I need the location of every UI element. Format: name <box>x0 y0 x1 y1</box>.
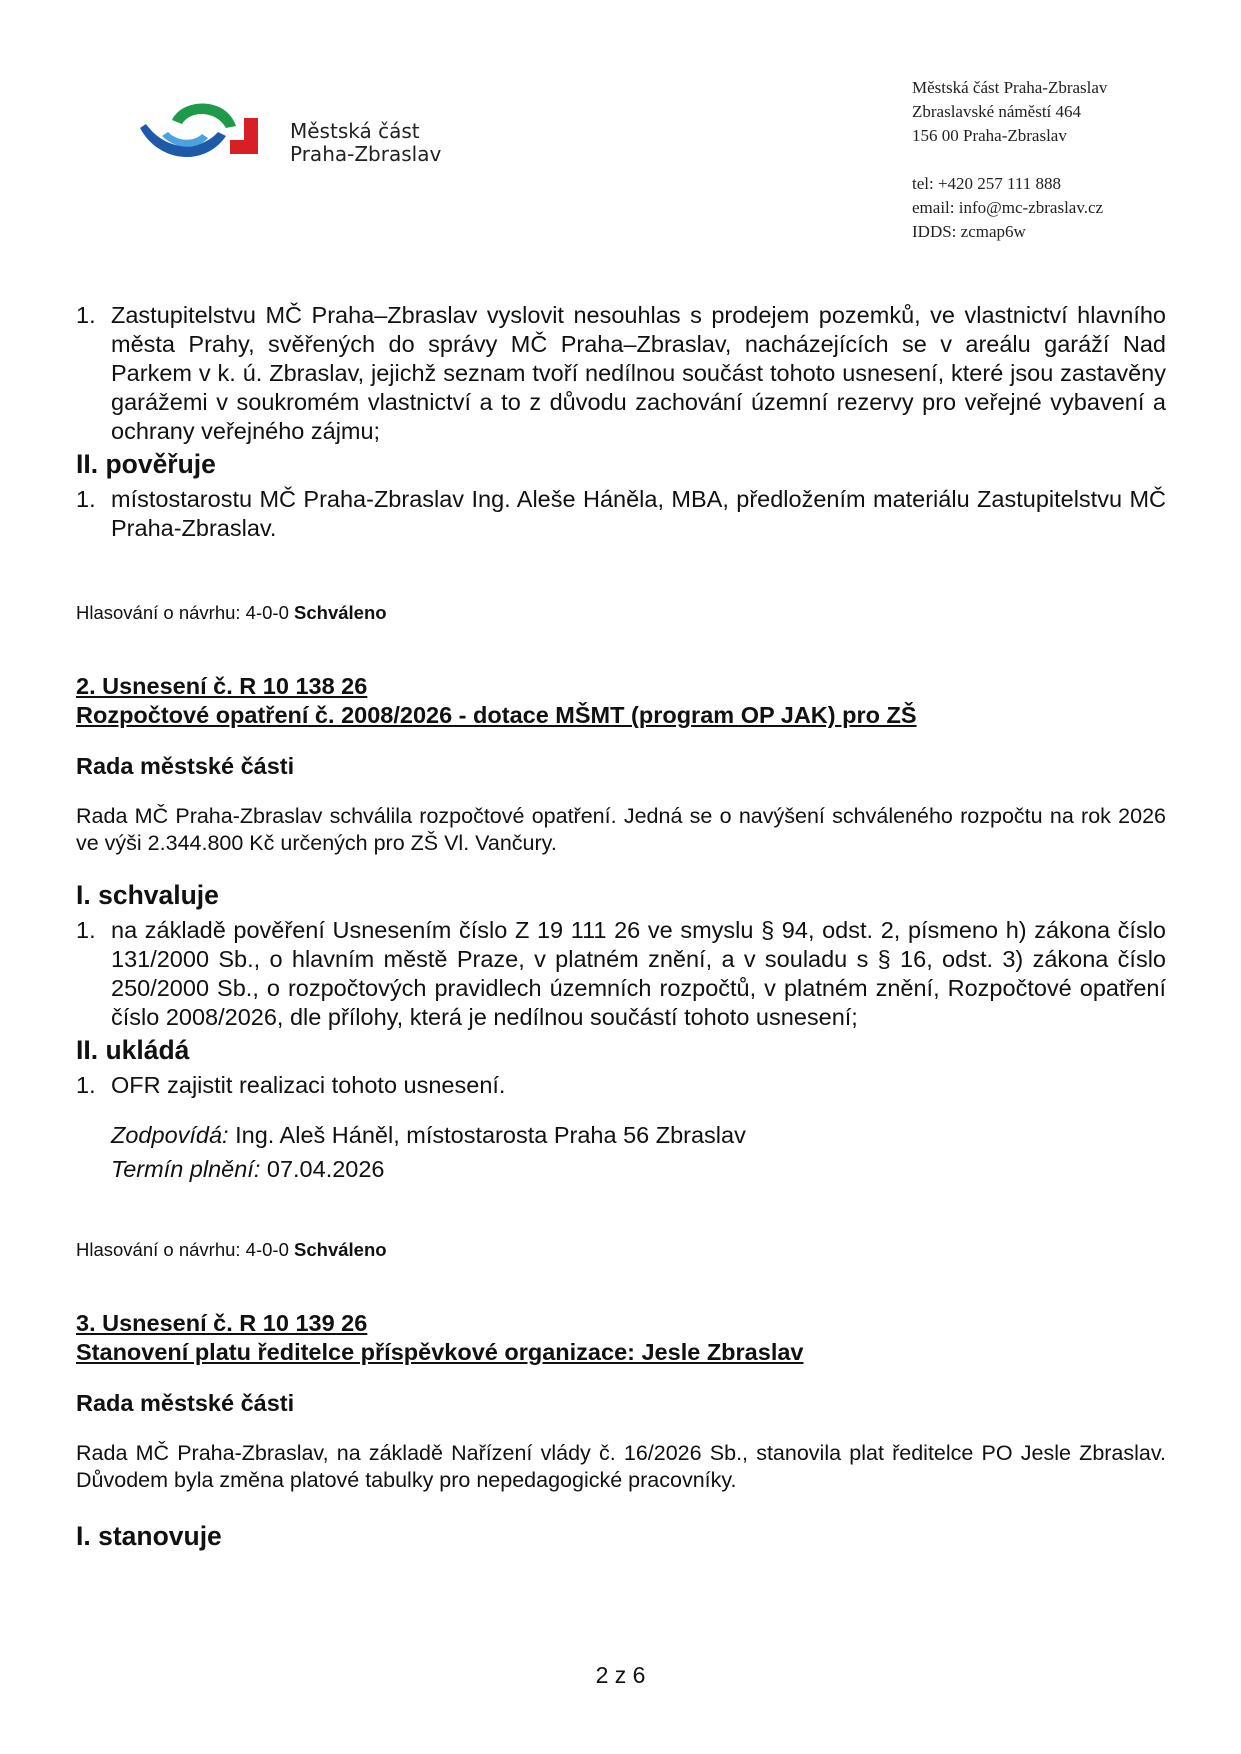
item-text: OFR zajistit realizaci tohoto usnesení. <box>111 1072 506 1098</box>
item-number: 1. <box>76 486 96 512</box>
vote-status: Schváleno <box>294 1239 387 1260</box>
body-label: Rada městské části <box>76 753 295 779</box>
page-number: 2 z 6 <box>595 1662 646 1688</box>
resolution-paragraph: Rada MČ Praha-Zbraslav schválila rozpočtové opatření. Jedná se o navýšení schváleného rozpočtu na rok 2026 ve výši 2.344.800 Kč určených pro ZŠ Vl. Vančury. <box>76 804 1166 855</box>
document-body <box>76 301 1166 1557</box>
vote-result <box>76 601 1166 625</box>
responsible-label: Zodpovídá: <box>111 1122 229 1148</box>
deadline <box>111 1152 1166 1186</box>
list-item <box>76 1071 1166 1100</box>
vote-result <box>76 1238 1166 1262</box>
item-text: místostarostu MČ Praha-Zbraslav Ing. Aleše Háněla, MBA, předložením materiálu Zastupitelstvu MČ Praha-Zbraslav. <box>111 486 1166 541</box>
vote-status: Schváleno <box>294 602 387 623</box>
deadline-label: Termín plnění: <box>111 1156 261 1182</box>
body-label: Rada městské části <box>76 1390 295 1416</box>
contact-email: email: info@mc-zbraslav.cz <box>912 198 1104 217</box>
item-number: 1. <box>76 1072 96 1098</box>
item-text: na základě pověření Usnesením číslo Z 19 111 26 ve smyslu § 94, odst. 2, písmeno h) zákona číslo 131/2000 Sb., o hlavním městě Praze, v platném znění, a v souladu s § 16, odst. 3) zákona číslo 250/2000 Sb., o rozpočtových pravidlech územních rozpočtů, v platném znění, Rozpočtové opatření číslo 2008/2026, dle přílohy, která je nedílnou součástí tohoto usnesení; <box>111 917 1166 1030</box>
section-heading: I. schvaluje <box>76 880 219 910</box>
municipality-logo <box>140 98 460 178</box>
logo-text-line-2: Praha-Zbraslav <box>290 142 442 166</box>
resolution-number: 3. Usnesení č. R 10 139 26 <box>76 1310 368 1336</box>
contact-phone: tel: +420 257 111 888 <box>912 174 1062 193</box>
resolution-title <box>76 1309 1166 1367</box>
resolution-number: 2. Usnesení č. R 10 138 26 <box>76 673 368 699</box>
logo-emblem-icon <box>140 98 280 168</box>
vote-label: Hlasování o návrhu: 4-0-0 <box>76 1239 289 1260</box>
section-heading: II. ukládá <box>76 1035 190 1065</box>
section-heading: II. pověřuje <box>76 449 216 479</box>
deadline-value: 07.04.2026 <box>266 1156 385 1182</box>
section-heading: I. stanovuje <box>76 1521 222 1551</box>
responsible-person <box>111 1118 1166 1152</box>
item-text: Zastupitelstvu MČ Praha–Zbraslav vyslovit nesouhlas s prodejem pozemků, ve vlastnictví hlavního města Prahy, svěřených do správy MČ Praha–Zbraslav, nacházejících se v areálu garáží Nad Parkem v k. ú. Zbraslav, jejichž seznam tvoří nedílnou součást tohoto usnesení, které jsou zastavěny garážemi v soukromém vlastnictví a to z důvodu zachování územní rezervy pro veřejné vybavení a ochrany veřejného zájmu; <box>111 302 1166 444</box>
vote-label: Hlasování o návrhu: 4-0-0 <box>76 602 289 623</box>
list-item <box>76 485 1166 543</box>
logo-text-line-1: Městská část <box>290 119 420 143</box>
contact-idds: IDDS: zcmap6w <box>912 222 1026 241</box>
contact-block <box>912 76 1107 244</box>
resolution-subject: Stanovení platu ředitelce příspěvkové organizace: Jesle Zbraslav <box>76 1339 804 1365</box>
resolution-paragraph: Rada MČ Praha-Zbraslav, na základě Nařízení vlády č. 16/2026 Sb., stanovila plat ředitelce PO Jesle Zbraslav. Důvodem byla změna platové tabulky pro nepedagogické pracovníky. <box>76 1441 1166 1492</box>
list-item <box>76 301 1166 446</box>
address-line: 156 00 Praha-Zbraslav <box>912 126 1067 145</box>
address-line: Městská část Praha-Zbraslav <box>912 78 1108 97</box>
item-number: 1. <box>76 302 96 328</box>
resolution-subject: Rozpočtové opatření č. 2008/2026 - dotace MŠMT (program OP JAK) pro ZŠ <box>76 702 917 728</box>
logo-wordmark <box>290 120 441 166</box>
resolution-title <box>76 672 1166 730</box>
responsible-value: Ing. Aleš Háněl, místostarosta Praha 56 Zbraslav <box>235 1122 746 1148</box>
item-number: 1. <box>76 917 96 943</box>
address-line: Zbraslavské náměstí 464 <box>912 102 1082 121</box>
list-item <box>76 916 1166 1032</box>
